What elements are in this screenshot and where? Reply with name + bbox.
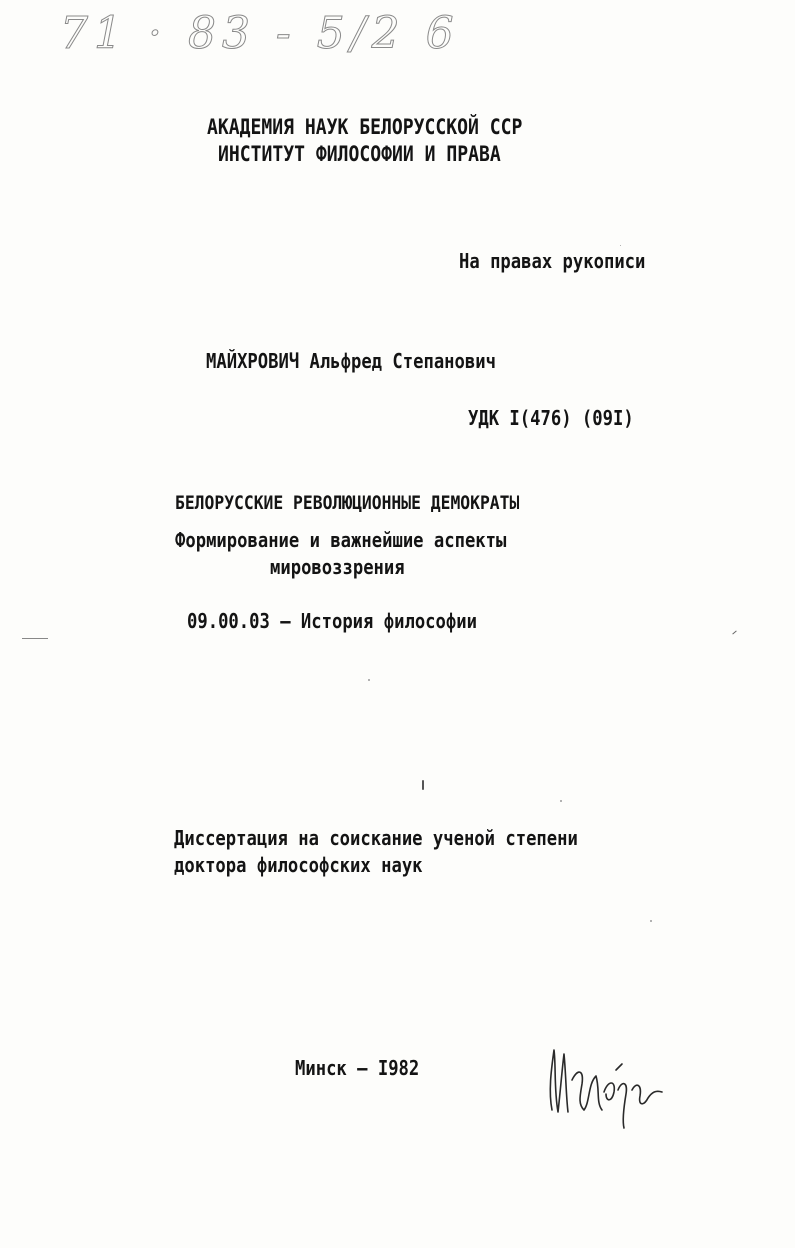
- manuscript-note: На правах рукописи: [459, 249, 646, 273]
- dissertation-subtitle-line1: Формирование и важнейшие аспекты: [175, 528, 507, 552]
- academy-name: АКАДЕМИЯ НАУК БЕЛОРУССКОЙ ССР: [207, 115, 523, 139]
- udc-code: УДК I(476) (09I): [468, 406, 634, 430]
- scan-speck: [620, 245, 621, 246]
- scan-speck: [368, 679, 370, 681]
- institute-name: ИНСТИТУТ ФИЛОСОФИИ И ПРАВА: [218, 142, 501, 166]
- place-year: Минск — I982: [295, 1056, 420, 1080]
- author-name: МАЙХРОВИЧ Альфред Степанович: [206, 349, 496, 373]
- scan-mark: [22, 638, 48, 639]
- archive-stamp: 71 · 83 - 5/2 6: [60, 8, 460, 59]
- handwritten-signature: [538, 1040, 678, 1130]
- scan-speck: [650, 920, 652, 922]
- scan-speck: [560, 800, 562, 802]
- scan-mark: [732, 631, 736, 635]
- degree-line2: доктора философских наук: [174, 853, 423, 877]
- dissertation-title: БЕЛОРУССКИЕ РЕВОЛЮЦИОННЫЕ ДЕМОКРАТЫ: [175, 492, 520, 514]
- specialty-code: 09.00.03 — История философии: [187, 609, 477, 633]
- dissertation-subtitle-line2: мировоззрения: [270, 555, 405, 579]
- degree-line1: Диссертация на соискание ученой степени: [174, 826, 578, 850]
- scan-mark: [422, 780, 424, 790]
